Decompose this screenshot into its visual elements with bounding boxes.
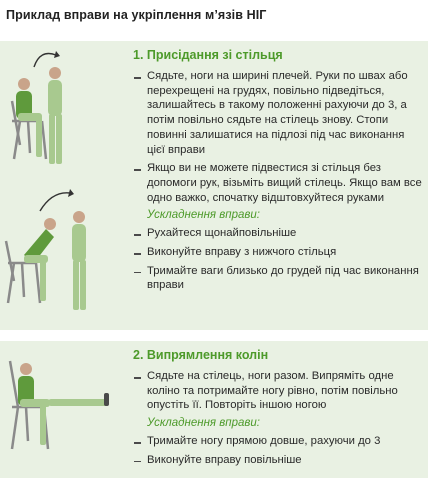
exercise-2 xyxy=(133,348,423,472)
exercise-2-sublist xyxy=(133,434,423,467)
list-item: Сядьте, ноги на ширині плечей. Руки по швах або перехрещені на грудях, повільно підведіться, залишайтесь в такому положенні рахуючи до 3, а потім повільно сядьте на стілець знову. Стопи повинні залишатися на підлозі під час виконання цієї вправи xyxy=(133,69,423,157)
exercise-1-list xyxy=(133,69,423,205)
knee-extension-illustration xyxy=(0,341,130,478)
exercise-1-sublist xyxy=(133,226,423,293)
exercise-2-heading: 2. Випрямлення колін xyxy=(133,348,269,362)
page-title: Приклад вправи на укріплення м’язів НІГ xyxy=(6,8,267,22)
arrow-up-icon xyxy=(34,54,56,68)
standing-figure xyxy=(48,67,62,164)
list-item: Виконуйте вправу з нижчого стільця xyxy=(133,245,423,260)
list-item: Сядьте на стілець, ноги разом. Випряміть одне коліно та потримайте ногу рівно, потім повільно опустіть її. Повторіть іншою ногою xyxy=(133,369,423,413)
exercise-1-subheading: Ускладнення вправи: xyxy=(147,209,260,222)
seated-figure xyxy=(18,363,109,445)
list-item: Тримайте ногу прямою довше, рахуючи до 3 xyxy=(133,434,423,449)
list-item: Якщо ви не можете підвестися зі стільця без допомоги рук, візьміть вищий стілець. Якщо вам все одно важко, спочатку відштовхуйтеся руками xyxy=(133,161,423,205)
leaning-figure xyxy=(24,218,56,301)
chair-squat-illustration xyxy=(0,41,130,330)
list-item: Виконуйте вправу повільніше xyxy=(133,453,423,468)
exercise-2-list xyxy=(133,369,423,413)
standing-figure-2 xyxy=(72,211,86,310)
exercise-1-heading: 1. Присідання зі стільця xyxy=(133,48,283,62)
arrow-forward-icon xyxy=(40,193,70,211)
list-item: Тримайте ваги близько до грудей під час виконання вправи xyxy=(133,264,423,293)
exercise-2-subheading: Ускладнення вправи: xyxy=(147,417,260,430)
exercise-1 xyxy=(133,48,423,297)
list-item: Рухайтеся щонайповільніше xyxy=(133,226,423,241)
